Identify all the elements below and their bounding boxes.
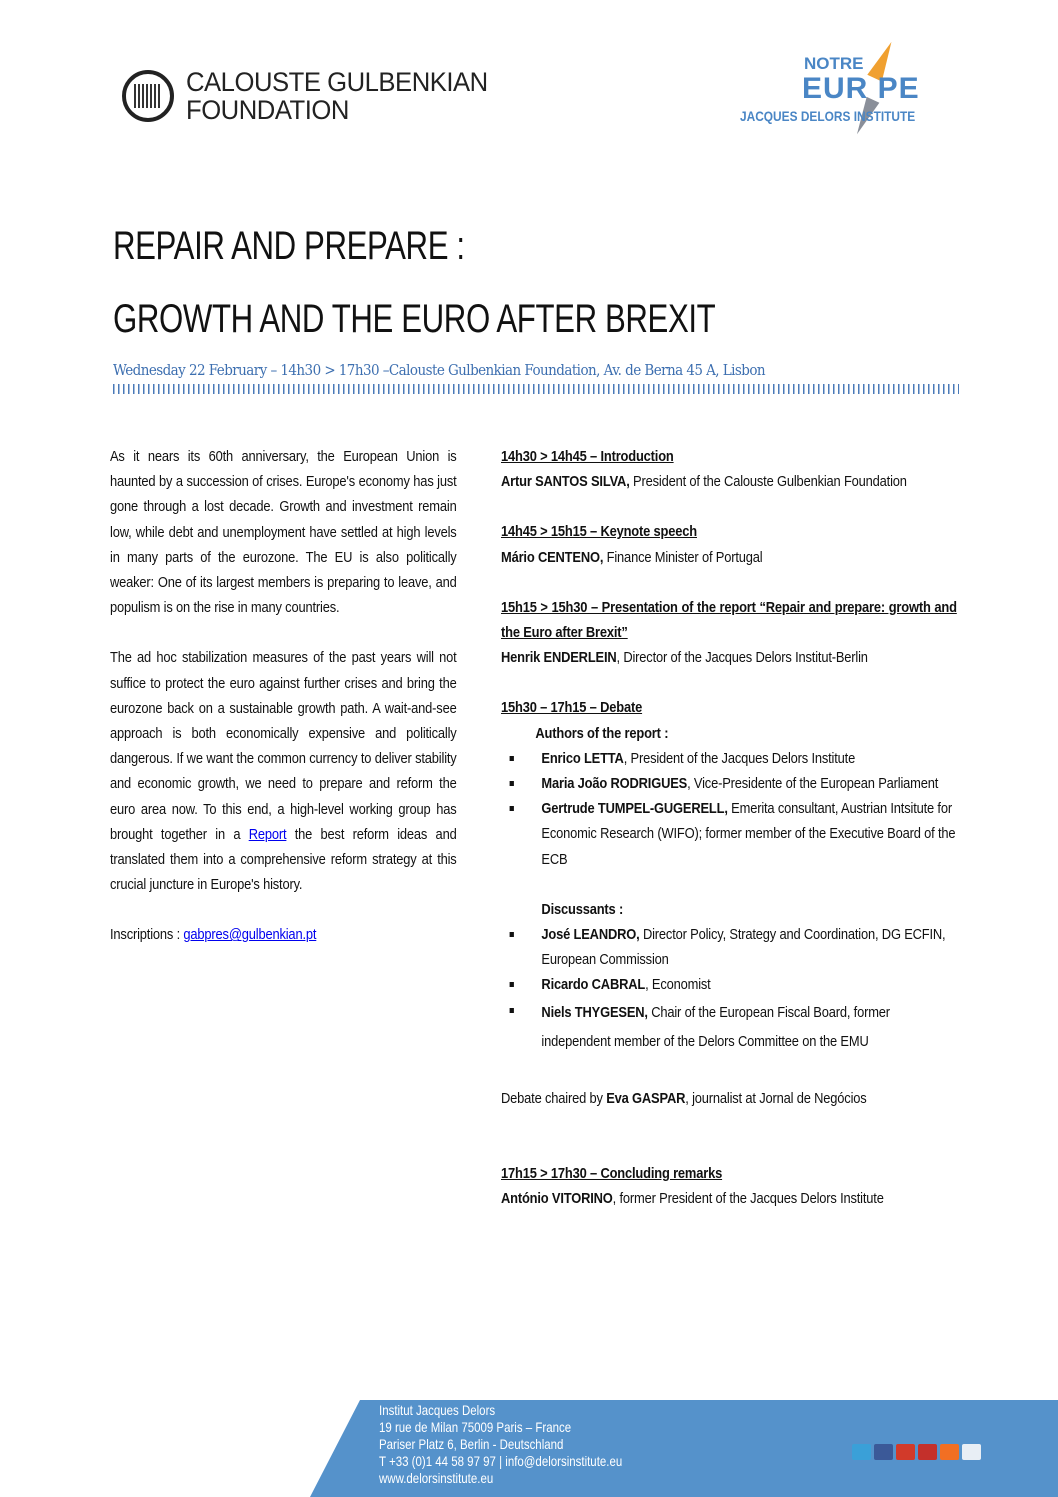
youtube-icon[interactable] [918,1444,937,1460]
footer-line: T +33 (0)1 44 58 97 97 | info@delorsinstitute.eu [379,1453,623,1469]
list-item [501,746,957,771]
speaker-role: Chair of the European Fiscal Board, former independent member of the Delors Committee on the EMU [541,1003,890,1050]
speaker-role: President of the Calouste Gulbenkian Foundation [629,473,907,491]
logo-line: EUR PE [802,72,920,105]
speaker-role: , Economist [645,976,711,994]
speaker-name: Ricardo CABRAL [541,976,646,994]
logo-line: FOUNDATION [186,95,349,125]
speaker-name: Maria João RODRIGUES [541,775,688,793]
spacer [501,872,957,897]
intro-column [110,444,457,973]
report-link[interactable]: Report [248,825,287,843]
authors-list [501,746,957,872]
inscriptions-label: Inscriptions : [110,926,184,944]
authors-label: Authors of the report : [535,724,669,742]
chair-line [501,1086,957,1111]
twitter-icon[interactable] [852,1444,871,1460]
session-heading: 14h30 > 14h45 – Introduction [501,448,674,465]
soundcloud-icon[interactable] [940,1444,959,1460]
session-heading: 14h45 > 15h15 – Keynote speech [501,523,697,541]
footer [0,1400,1058,1497]
list-item [501,771,957,796]
speaker-role: , Director of the Jacques Delors Institut-Berlin [616,649,868,667]
gulbenkian-logo [122,68,504,124]
text: the best reform ideas and translated them into a comprehensive reform strategy at this crucial juncture in Europe's history. [110,825,457,894]
speaker [501,1186,957,1211]
speaker-name: Henrik ENDERLEIN [501,649,617,667]
speaker-name: Gertrude TUMPEL-GUGERELL, [541,800,728,818]
footer-line: Institut Jacques Delors [379,1402,496,1418]
logo-line: JACQUES DELORS INSTITUTE [740,108,916,124]
spacer [501,1056,957,1086]
text: Debate chaired by [501,1089,607,1107]
speaker-role: , former President of the Jacques Delors Institute [612,1190,884,1208]
facebook-icon[interactable] [874,1444,893,1460]
session [501,519,957,569]
intro-paragraph [110,645,457,897]
session-heading: 15h30 – 17h15 – Debate [501,699,643,717]
speaker-name: Mário CENTENO, [501,548,604,566]
page-title: REPAIR AND PREPARE : [113,224,465,268]
discussants-label: Discussants : [541,900,624,918]
list-item [501,998,957,1056]
spacer [501,1136,957,1161]
logo-line: NOTRE [804,54,864,73]
intro-paragraph: As it nears its 60th anniversary, the European Union is haunted by a succession of crises. Europe's economy has just gone through a lost decade. Growth and investment remain low, while debt and unemployment have settled at high levels in many parts of the eurozone. The EU is also politically weaker: One of its largest members is preparing to leave, and populism is on the rise in many countries. [110,448,457,617]
speaker-role: , Vice-Presidente of the European Parliament [687,775,939,793]
footer-line: www.delorsinstitute.eu [379,1470,494,1486]
divider [113,384,959,394]
speaker-role: , President of the Jacques Delors Institute [623,749,856,767]
speaker [501,469,957,494]
footer-line: 19 rue de Milan 75009 Paris – France [379,1419,572,1435]
chair-name: Eva GASPAR [606,1089,686,1107]
flickr-icon[interactable] [962,1444,981,1460]
speaker-role: Director Policy, Strategy and Coordination, DG ECFIN, European Commission [541,926,946,969]
speaker-name: Niels THYGESEN, [541,1003,648,1021]
text: , journalist at Jornal de Negócios [685,1089,867,1107]
text: The ad hoc stabilization measures of the past years will not suffice to protect the euro against further crises and bring the eurozone back on a sustainable growth path. A wait-and-see approach is both economically expensive and politically dangerous. If we want the common currency to deliver stability and economic growth, we need to prepare and reform the euro area now. To this end, a high-level working group has brought together in a [110,649,457,843]
event-details: Wednesday 22 February – 14h30 > 17h30 –Calouste Gulbenkian Foundation, Av. de Berna 45 A, Lisbon [113,363,766,379]
social-icons [852,1444,981,1460]
speaker [501,645,957,670]
inscriptions [110,922,457,947]
debate-session [501,695,957,1110]
discussants-list [501,922,957,1056]
program-column [501,444,957,1236]
speaker-role: Emerita consultant, Austrian Intsitute for Economic Research (WIFO); former member of the Executive Board of the ECB [541,800,956,868]
list-item [501,796,957,872]
logo-line: CALOUSTE GULBENKIAN [186,67,488,97]
page-subtitle: GROWTH AND THE EURO AFTER BREXIT [113,297,716,341]
google-plus-icon[interactable] [896,1444,915,1460]
speaker-name: António VITORINO [501,1190,613,1208]
speaker-role: Finance Minister of Portugal [603,548,763,566]
speaker-name: Artur SANTOS SILVA, [501,473,630,491]
notre-europe-logo [740,36,985,136]
footer-address [379,1402,622,1487]
gulbenkian-emblem-icon [122,70,174,122]
session-heading: 17h15 > 17h30 – Concluding remarks [501,1164,723,1182]
speaker [501,545,957,570]
list-item [501,922,957,972]
email-link[interactable]: gabpres@gulbenkian.pt [183,926,317,944]
session-heading: 15h15 > 15h30 – Presentation of the report “Repair and prepare: growth and the Euro after Brexit” [501,598,957,642]
speaker-name: Enrico LETTA [541,749,624,767]
list-item [501,972,957,997]
session [501,1161,957,1211]
session [501,444,957,494]
speaker-name: José LEANDRO, [541,926,640,944]
session [501,595,957,671]
footer-line: Pariser Platz 6, Berlin - Deutschland [379,1436,564,1452]
